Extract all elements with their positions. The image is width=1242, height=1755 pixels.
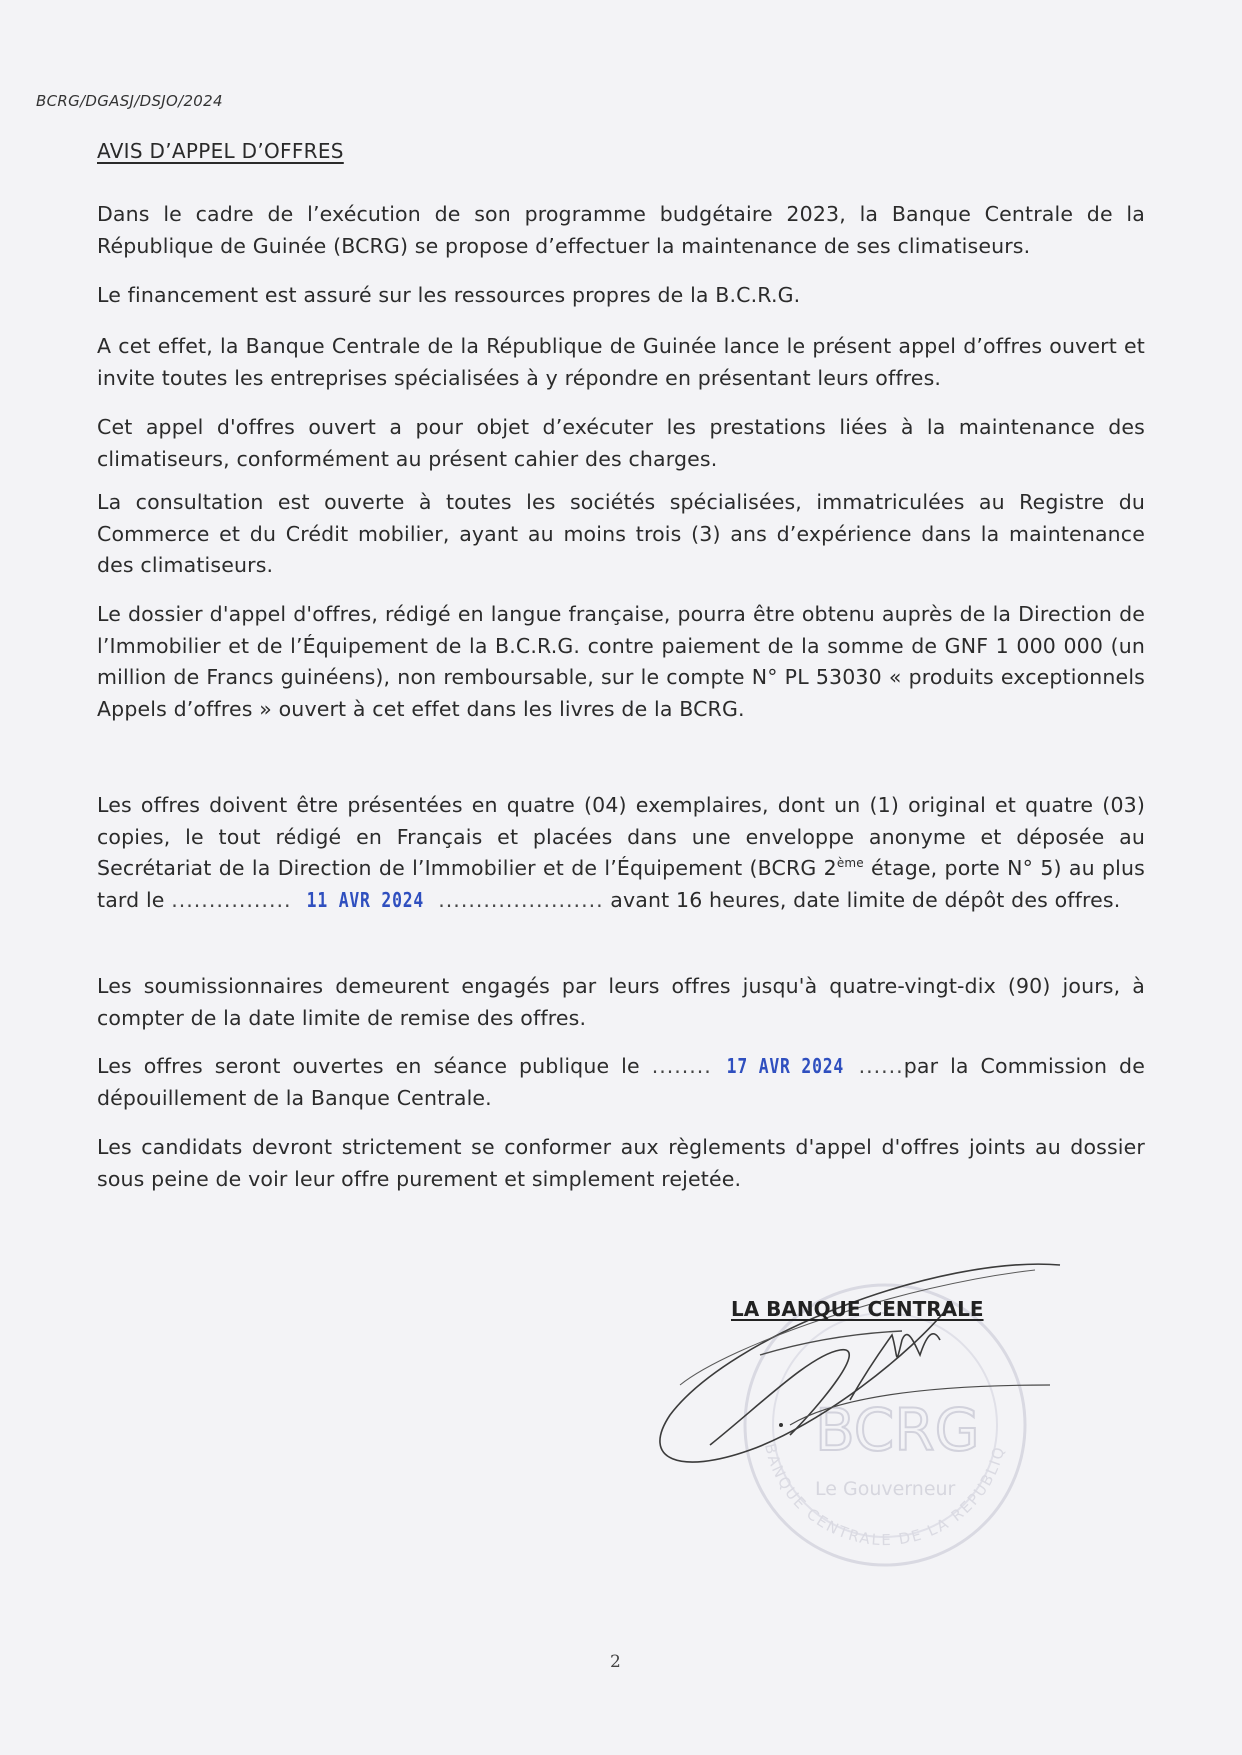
submission-text: Les offres doivent être présentées en quatre (04) exemplaires, dont un (1) original et quatre (03) copies, le tout rédigé en Français et placées dans une enveloppe anonyme et déposée au Secrétariat de la Direction de l’Immobilier et de l’Équipement (BCRG 2 <box>97 793 1145 880</box>
page-title: AVIS D’APPEL D’OFFRES <box>97 139 344 163</box>
paragraph-text: Le dossier d'appel d'offres, rédigé en langue française, pourra être obtenu auprès de la Direction de l’Immobilier et de l’Équipement de la B.C.R.G. contre paiement de la somme de GNF 1 000 000 (un million de Francs guinéens), non remboursable, sur le compte N° PL 53030 « produits exceptionnels Appels d’offres » ouvert à cet effet dans les livres de la BCRG. <box>97 602 1145 721</box>
paragraph-validity <box>97 971 1145 1034</box>
paragraph-text: Cet appel d'offres ouvert a pour objet d’exécuter les prestations liées à la maintenance des climatiseurs, conformément au présent cahier des charges. <box>97 415 1145 471</box>
superscript: ème <box>836 856 864 871</box>
seal-letters: BCRG <box>815 1396 980 1464</box>
dotted-fill: ................ <box>171 887 292 912</box>
submission-text: avant 16 heures, date limite de dépôt des offres. <box>603 887 1121 912</box>
page-number: 2 <box>610 1652 621 1672</box>
paragraph-dossier <box>97 599 1145 725</box>
submission-text: étage, porte N° 5) au plus tard le <box>97 856 1145 912</box>
paragraph-text: Les soumissionnaires demeurent engagés par leurs offres jusqu'à quatre-vingt-dix (90) jours, à compter de la date limite de remise des offres. <box>97 974 1145 1030</box>
signatory-title: LA BANQUE CENTRALE <box>731 1297 984 1321</box>
paragraph-object <box>97 412 1145 475</box>
paragraph-context <box>97 199 1145 262</box>
paragraph-text: A cet effet, la Banque Centrale de la République de Guinée lance le présent appel d’offres ouvert et invite toutes les entreprises spécialisées à y répondre en présentant leurs offres. <box>97 334 1145 390</box>
opening-text: Les offres seront ouvertes en séance publique le <box>97 1054 652 1078</box>
dotted-fill: ...................... <box>438 887 604 912</box>
reference-number: BCRG/DGASJ/DSJO/2024 <box>36 92 223 110</box>
paragraph-text: Les candidats devront strictement se conformer aux règlements d'appel d'offres joints au dossier sous peine de voir leur offre purement et simplement rejetée. <box>97 1135 1145 1191</box>
opening-date-stamp: 17 AVR 2024 <box>726 1054 844 1078</box>
dotted-fill: ...... <box>858 1054 904 1078</box>
paragraph-text <box>97 790 1145 916</box>
paragraph-eligibility <box>97 487 1145 582</box>
paragraph-opening <box>97 1051 1145 1114</box>
paragraph-text: Dans le cadre de l’exécution de son programme budgétaire 2023, la Banque Centrale de la République de Guinée (BCRG) se propose d’effectuer la maintenance de ses climatiseurs. <box>97 202 1145 258</box>
seal-ring-text: BANQUE CENTRALE DE LA REPUBLIQ <box>760 1441 1009 1550</box>
paragraph-submission <box>97 790 1145 916</box>
paragraph-text <box>97 1051 1145 1114</box>
opening-text: par la Commission de dépouillement de la Banque Centrale. <box>97 1054 1145 1110</box>
deadline-date-stamp: 11 AVR 2024 <box>306 887 424 912</box>
paragraph-launch <box>97 331 1145 394</box>
dotted-fill: ........ <box>651 1054 712 1078</box>
paragraph-text: La consultation est ouverte à toutes les sociétés spécialisées, immatriculées au Registre du Commerce et du Crédit mobilier, ayant au moins trois (3) ans d’expérience dans la maintenance des climatiseurs. <box>97 490 1145 577</box>
seal-caption: Le Gouverneur <box>815 1478 956 1500</box>
paragraph-financing <box>97 280 1145 312</box>
paragraph-compliance <box>97 1132 1145 1195</box>
paragraph-text: Le financement est assuré sur les ressources propres de la B.C.R.G. <box>97 283 801 307</box>
